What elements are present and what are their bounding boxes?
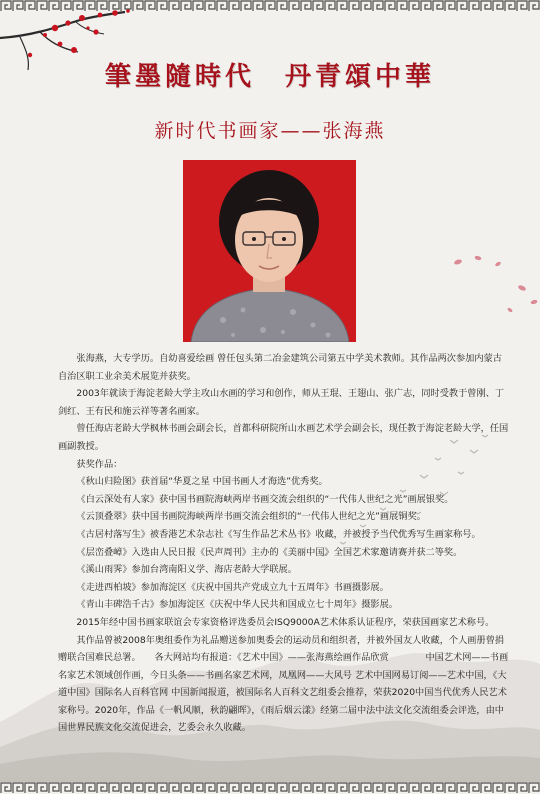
award-item: 《云顶叠翠》获中国书画院海峡两岸书画交流会组织的“一代伟人世纪之光”画展铜奖。 bbox=[76, 511, 426, 523]
award-item: 《秋山归险图》获首届“华夏之星 中国书画人才海选”优秀奖。 bbox=[76, 476, 328, 488]
award-item: 《走进西柏坡》参加海淀区《庆祝中国共产党成立九十五周年》书画摄影展。 bbox=[76, 581, 389, 593]
bio-paragraph: 2015年经中国书画家联谊会专家资格评选委员会ISQ9000A艺术体系认证程序，荣获国画家艺术称号。 bbox=[76, 616, 495, 628]
biography-text bbox=[58, 350, 510, 737]
bio-paragraph: 2003年就读于海淀老龄大学主攻山水画的学习和创作，师从王琨、王翅山、张广志，同时受教于曾刚、丁剑红、王有民和施云祥等著名画家。 bbox=[58, 388, 505, 417]
award-item: 《青山丰碑浩千古》参加海淀区《庆祝中华人民共和国成立七十周年》摄影展。 bbox=[76, 599, 398, 611]
portrait-photo-icon bbox=[183, 160, 356, 342]
bio-paragraph: 曾任海店老龄大学枫林书画会副会长，首都科研院所山水画艺术学会副会长，现任教于海淀老龄大学，任国画副教授。 bbox=[58, 423, 509, 452]
fret-border-bottom bbox=[0, 782, 540, 794]
award-item: 《溪山雨霁》参加台湾南阳义学、海店老龄大学联展。 bbox=[76, 564, 297, 576]
artist-subtitle: 新时代书画家——张海燕 bbox=[154, 120, 386, 142]
falling-petals bbox=[450, 250, 540, 330]
award-item: 《古居村落写生》被香港艺术杂志社《写生作品艺术丛书》收藏，并被授予当代优秀写生画家称号。 bbox=[76, 528, 481, 540]
bio-paragraph: 其作品曾被2008年奥组委作为礼品赠送参加奥委会的运动员和组织者，并被外国友人收藏，个人画册曾捐赠联合国难民总署。 各大网站均有报道：《艺术中国》——张海燕绘画作品欣赏 中国艺术网——书画名家艺术领域创作画，今日头条——书画名家艺术网，凤凰网——大风号 艺术中国网易订阅——艺术中国，《大道中国》国际名人百科官网 中国新闻报道，被国际名人百科文艺组委会推荐，荣获2020中国当代优秀人民艺术家称号。2020年，作品《一帆风顺，秋韵翩晖》，《雨后烟云漾》经第二届中法中法文化交流组委会评选，由中国世界民族文化交流促进会，艺委会永久收藏。 bbox=[58, 634, 509, 734]
awards-heading: 获奖作品： bbox=[76, 458, 123, 470]
artist-portrait bbox=[183, 160, 356, 342]
bio-paragraph: 张海燕，大专学历。自幼喜爱绘画 曾任包头第二冶金建筑公司第五中学美术教师。其作品两次参加内蒙古自治区职工业余美术展览并获奖。 bbox=[58, 353, 502, 382]
slogan-title: 筆墨隨時代 丹青頌中華 bbox=[104, 62, 435, 92]
award-item: 《白云深处有人家》获中国书画院海峡两岸书画交流会组织的“一代伟人世纪之光”画展银奖。 bbox=[76, 493, 454, 505]
award-item: 《层峦叠嶂》入选由人民日报《民声周刊》主办的《美丽中国》全国艺术家邀请赛并获二等奖。 bbox=[76, 546, 463, 558]
